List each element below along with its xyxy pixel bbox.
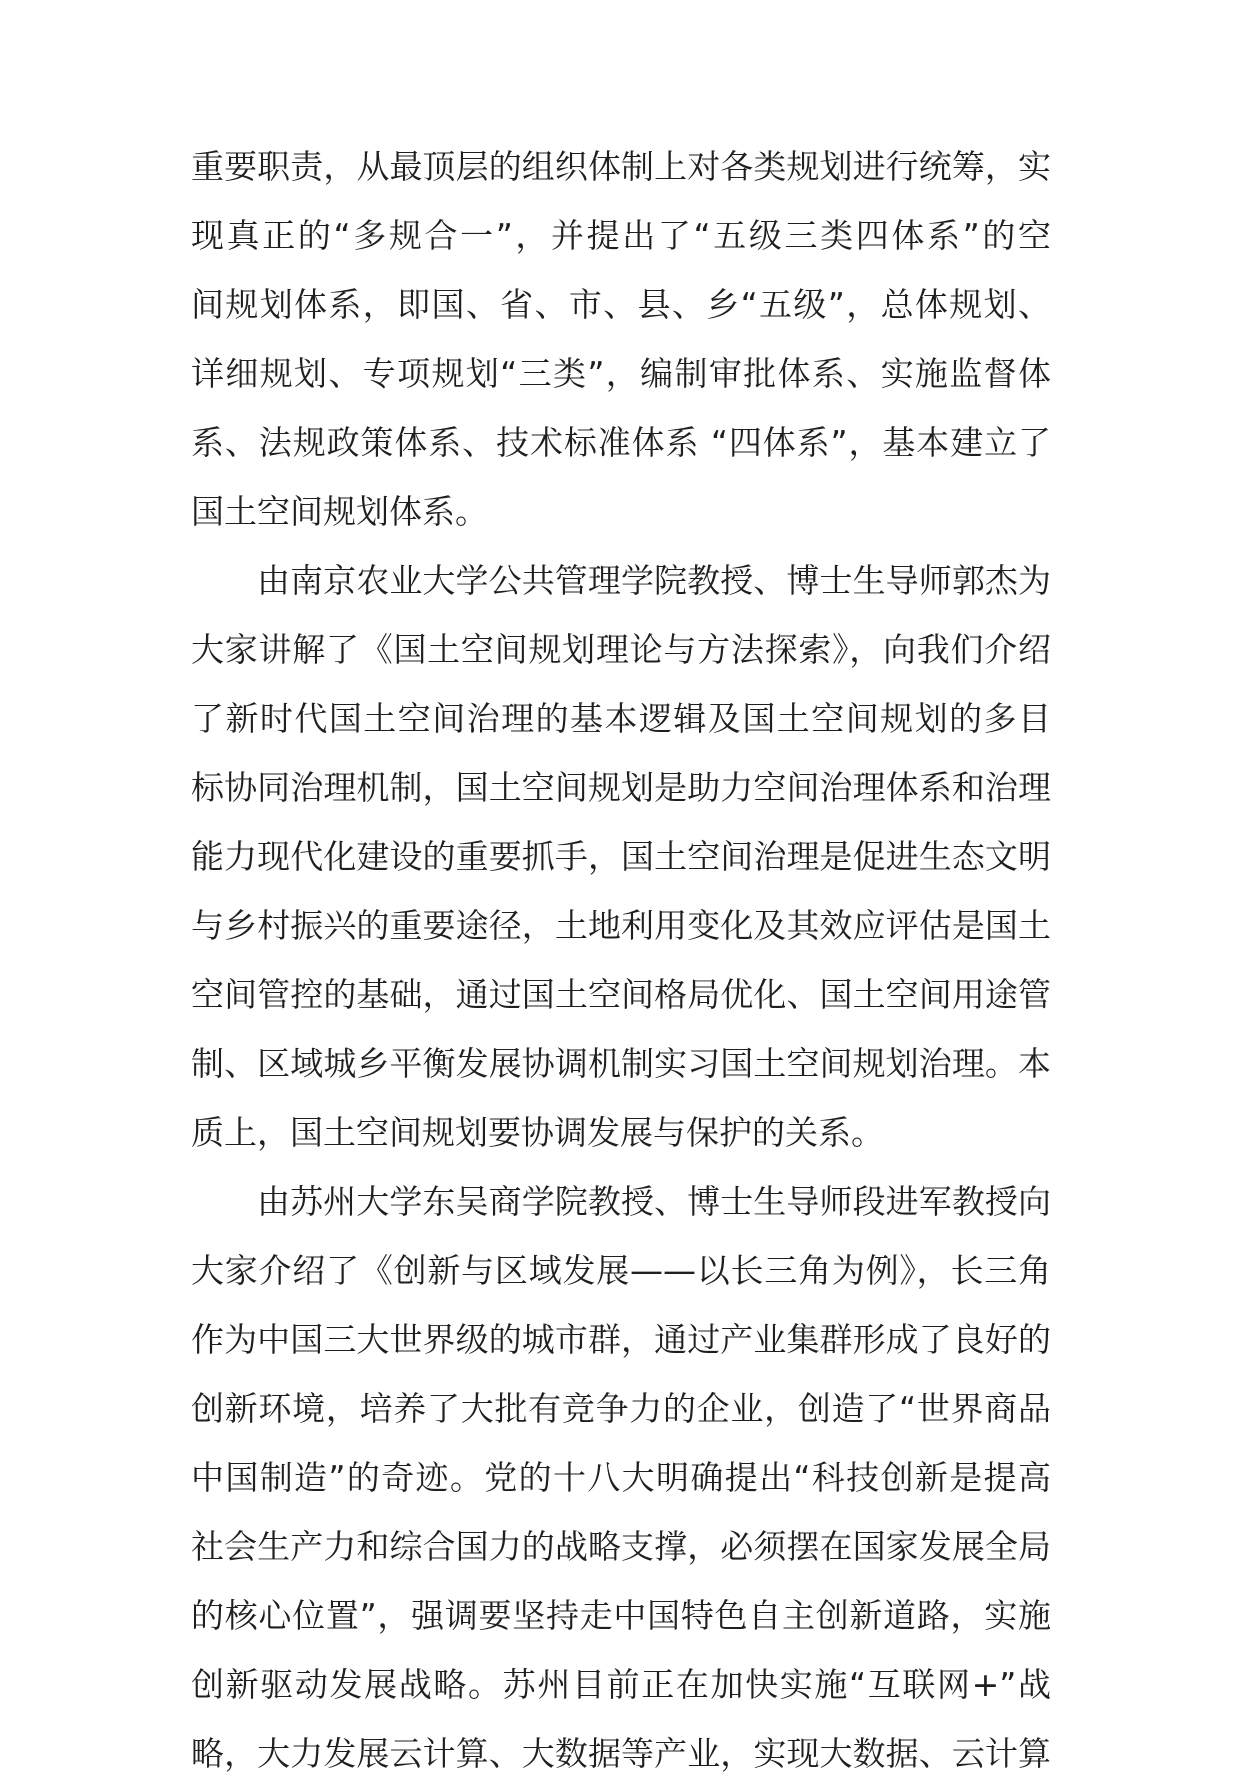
text-line: 质上，国土空间规划要协调发展与保护的关系。 (191, 1113, 884, 1152)
text-line: 由南京农业大学公共管理学院教授、博士生导师郭杰为 (257, 561, 1051, 600)
text-line: 制、区域城乡平衡发展协调机制实习国土空间规划治理。本 (191, 1044, 1051, 1083)
text-line: 了新时代国土空间治理的基本逻辑及国土空间规划的多目 (191, 699, 1051, 738)
text-line: 能力现代化建设的重要抓手，国土空间治理是促进生态文明 (191, 837, 1051, 876)
text-line: 空间管控的基础，通过国土空间格局优化、国土空间用途管 (191, 975, 1051, 1014)
text-line: 国土空间规划体系。 (191, 492, 488, 531)
text-line: 重要职责，从最顶层的组织体制上对各类规划进行统筹，实 (191, 147, 1051, 186)
text-line: 间规划体系，即国、省、市、县、乡“五级”，总体规划、 (191, 285, 1051, 324)
text-line: 标协同治理机制，国土空间规划是助力空间治理体系和治理 (191, 768, 1051, 807)
text-line: 与乡村振兴的重要途径，土地利用变化及其效应评估是国土 (191, 906, 1051, 945)
text-line: 现真正的“多规合一”，并提出了“五级三类四体系”的空 (191, 216, 1051, 255)
text-line: 略，大力发展云计算、大数据等产业，实现大数据、云计算 (191, 1734, 1051, 1773)
text-line: 系、法规政策体系、技术标准体系 “四体系”，基本建立了 (191, 423, 1051, 462)
text-line: 创新驱动发展战略。苏州目前正在加快实施“互联网+”战 (191, 1665, 1051, 1704)
text-line: 中国制造”的奇迹。党的十八大明确提出“科技创新是提高 (191, 1458, 1051, 1497)
text-line: 社会生产力和综合国力的战略支撑，必须摆在国家发展全局 (191, 1527, 1051, 1566)
text-line: 大家介绍了《创新与区域发展——以长三角为例》，长三角 (191, 1251, 1051, 1290)
text-line: 作为中国三大世界级的城市群，通过产业集群形成了良好的 (191, 1320, 1051, 1359)
body-text (191, 132, 1051, 1788)
text-line: 由苏州大学东吴商学院教授、博士生导师段进军教授向 (257, 1182, 1051, 1221)
text-line: 详细规划、专项规划“三类”，编制审批体系、实施监督体 (191, 354, 1051, 393)
text-line: 的核心位置”，强调要坚持走中国特色自主创新道路，实施 (191, 1596, 1051, 1635)
text-line: 创新环境，培养了大批有竞争力的企业，创造了“世界商品 (191, 1389, 1051, 1428)
text-line: 大家讲解了《国土空间规划理论与方法探索》，向我们介绍 (191, 630, 1051, 669)
